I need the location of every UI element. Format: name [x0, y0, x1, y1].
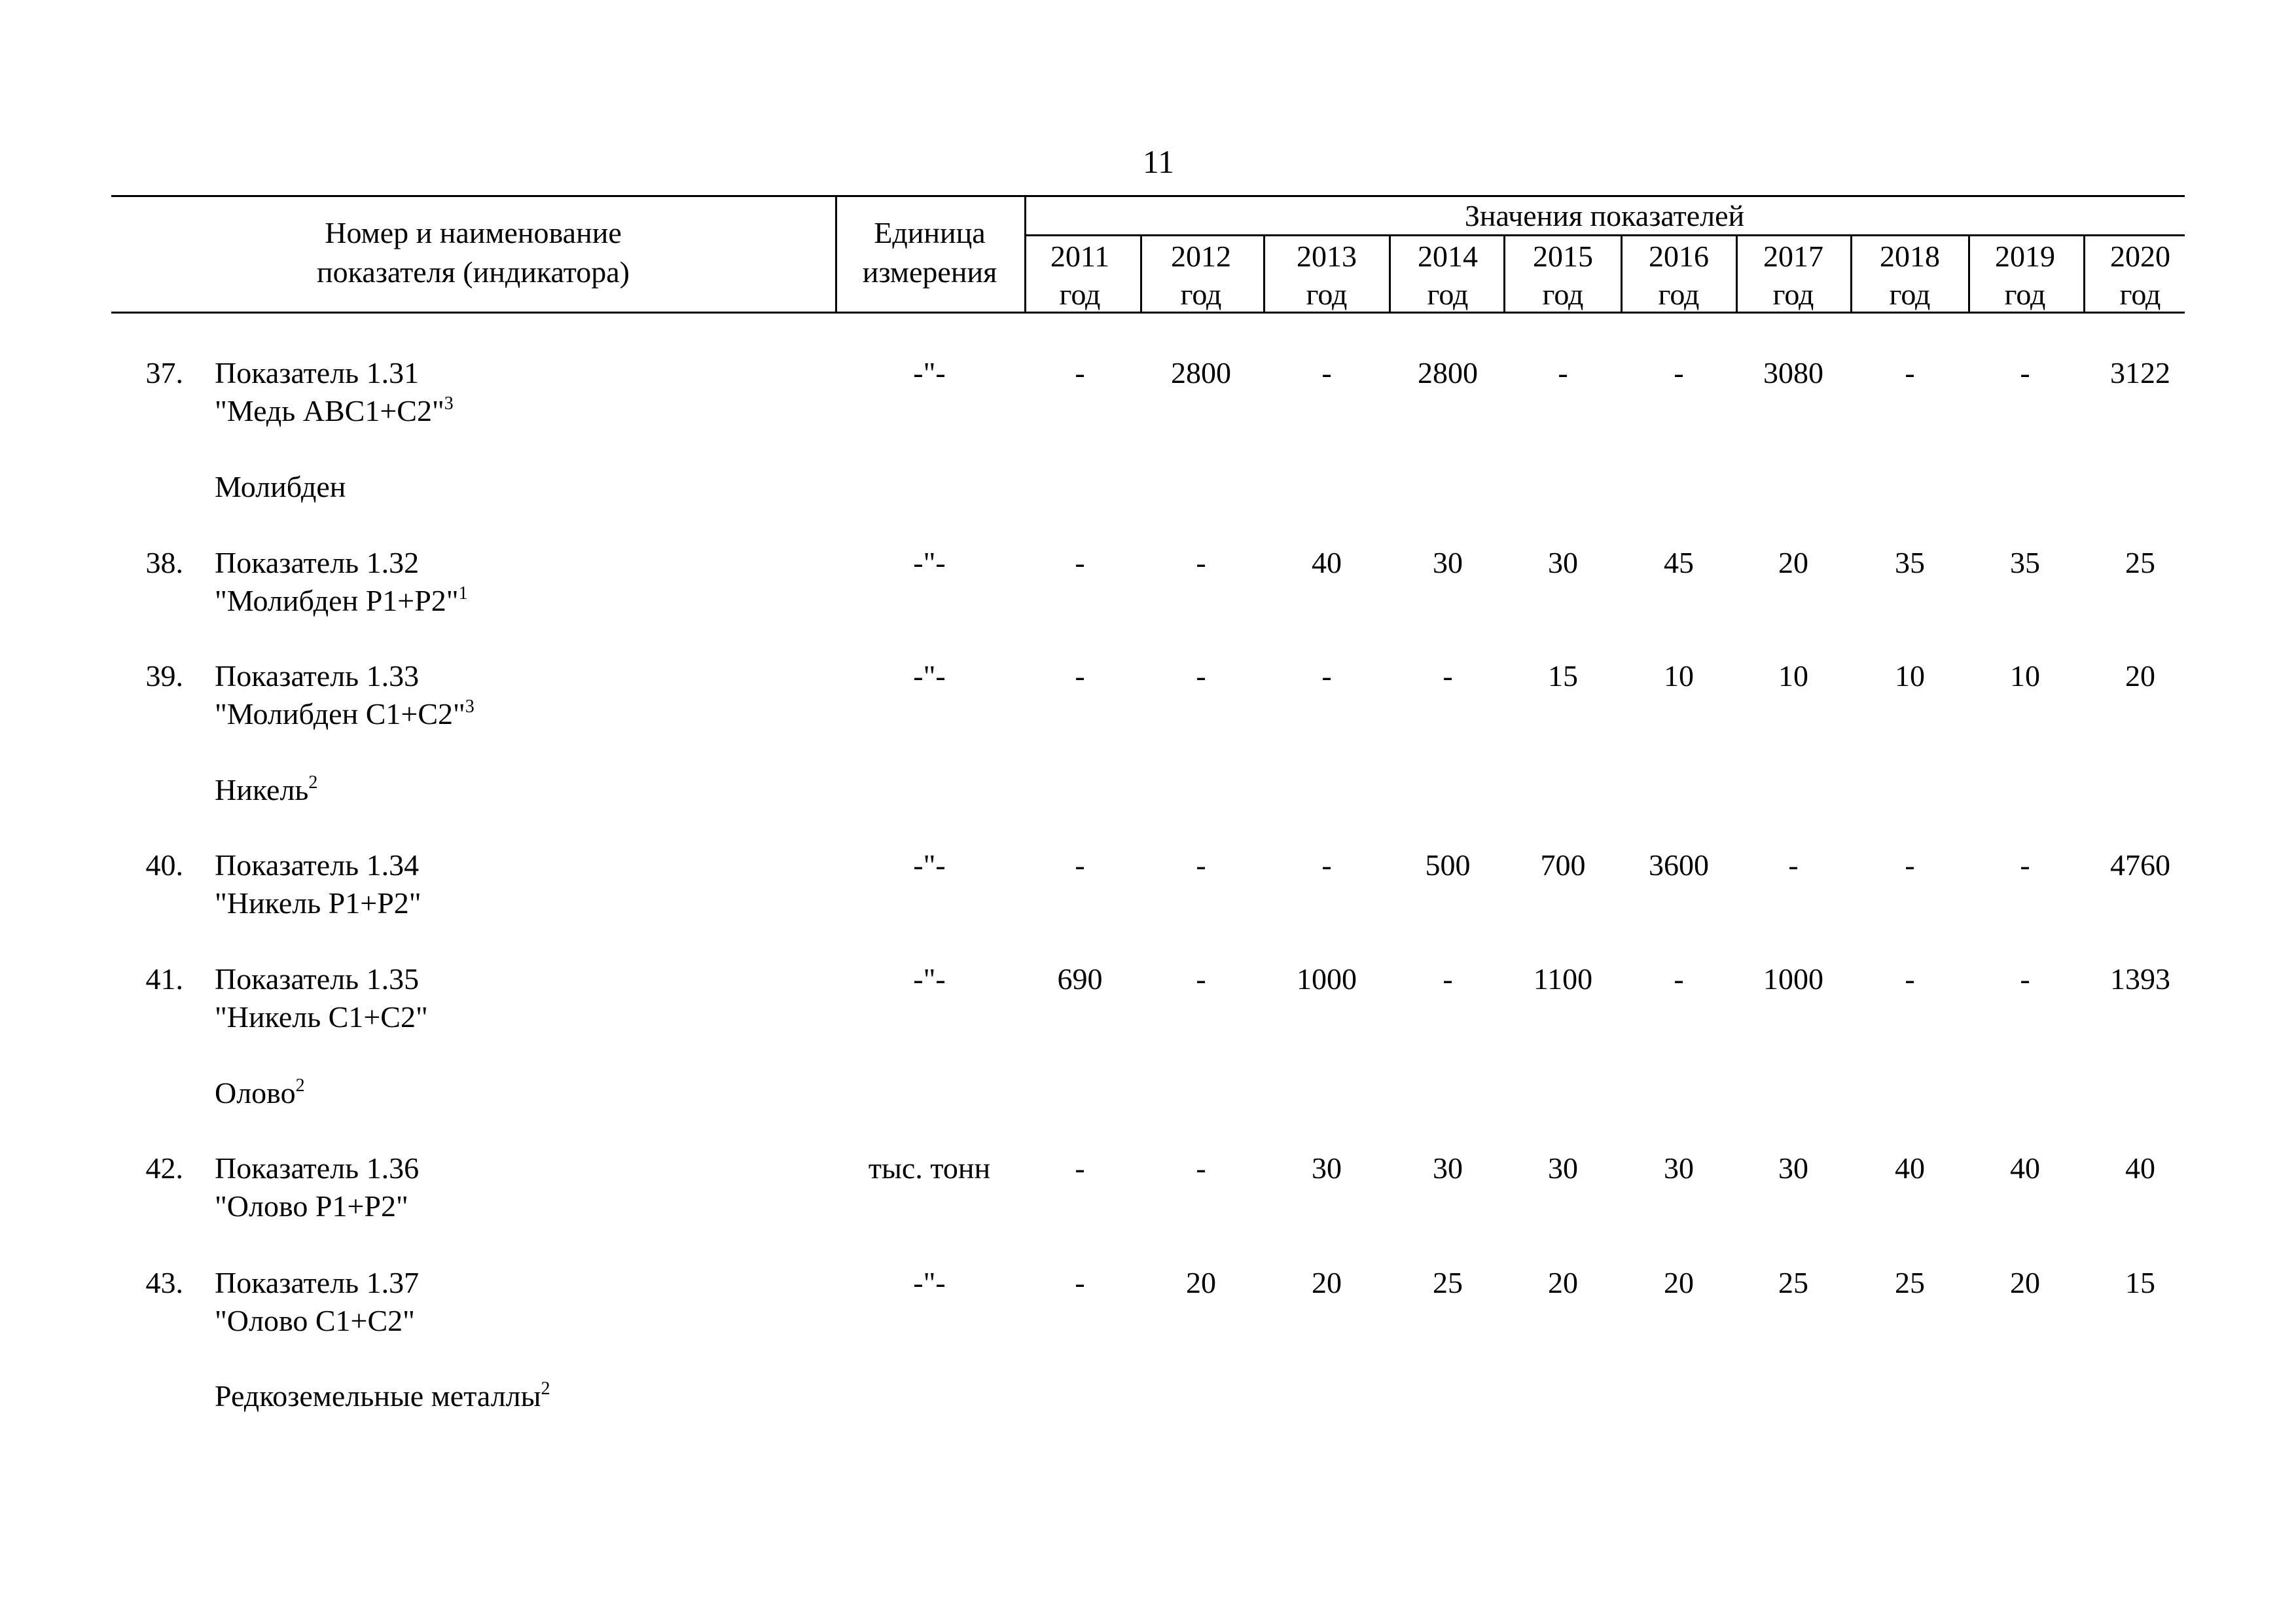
- value-cell-2012: 2800: [1171, 356, 1231, 389]
- row-number: 39.: [145, 659, 183, 693]
- section-heading-tin: Олово$^2$: [215, 1075, 305, 1110]
- indicator-name: Показатель 1.33: [215, 659, 420, 693]
- unit-cell: -"-: [913, 356, 946, 389]
- header-unit-line2: измерения: [862, 255, 997, 289]
- year-header-suffix: год: [1059, 278, 1101, 311]
- value-cell-2017: 30: [1778, 1151, 1808, 1185]
- value-cell-2016: 30: [1664, 1151, 1694, 1185]
- value-cell-2015: 20: [1548, 1266, 1578, 1299]
- value-cell-2015: 700: [1540, 848, 1586, 882]
- value-cell-2013: -: [1321, 659, 1332, 693]
- unit-cell: -"-: [913, 659, 946, 693]
- value-cell-2017: 25: [1778, 1266, 1808, 1299]
- value-cell-2019: -: [2020, 848, 2030, 882]
- value-cell-2015: -: [1558, 356, 1568, 389]
- year-header-suffix: год: [2004, 278, 2046, 311]
- footnote-marker: 3: [444, 393, 454, 414]
- value-cell-2014: 30: [1433, 1151, 1463, 1185]
- year-header: 2018: [1880, 240, 1940, 273]
- page-number: 11: [1142, 143, 1175, 180]
- row-number: 41.: [145, 962, 183, 996]
- value-cell-2014: -: [1443, 962, 1453, 996]
- value-cell-2020: 15: [2125, 1266, 2155, 1299]
- year-header: 2019: [1995, 240, 2055, 273]
- value-cell-2017: 10: [1778, 659, 1808, 693]
- value-cell-2020: 25: [2125, 546, 2155, 579]
- value-cell-2018: -: [1905, 962, 1915, 996]
- value-cell-2019: 10: [2010, 659, 2040, 693]
- indicator-name: Показатель 1.34: [215, 848, 420, 882]
- unit-cell: -"-: [913, 1266, 946, 1299]
- footnote-marker: 1: [458, 583, 468, 604]
- value-cell-2012: -: [1196, 1151, 1206, 1185]
- value-cell-2014: -: [1443, 659, 1453, 693]
- section-heading-rare-earth: Редкоземельные металлы$^2$: [215, 1379, 550, 1413]
- value-cell-2020: 3122: [2110, 356, 2170, 389]
- value-cell-2014: 30: [1433, 546, 1463, 579]
- indicator-name: Показатель 1.32: [215, 546, 420, 579]
- unit-cell: тыс. тонн: [868, 1151, 991, 1185]
- value-cell-2019: 35: [2010, 546, 2040, 579]
- indicator-subtitle: "Никель Р1+Р2": [215, 886, 422, 920]
- section-heading-nickel: Никель$^2$: [215, 772, 318, 806]
- value-cell-2016: 10: [1664, 659, 1694, 693]
- value-cell-2011: -: [1075, 546, 1085, 579]
- value-cell-2017: 1000: [1763, 962, 1823, 996]
- value-cell-2019: 40: [2010, 1151, 2040, 1185]
- indicator-subtitle: "Никель С1+С2": [215, 1000, 428, 1034]
- unit-cell: -"-: [913, 546, 946, 579]
- value-cell-2015: 15: [1548, 659, 1578, 693]
- value-cell-2015: 30: [1548, 546, 1578, 579]
- value-cell-2013: -: [1321, 356, 1332, 389]
- value-cell-2011: 690: [1057, 962, 1103, 996]
- year-header: 2020: [2110, 240, 2170, 273]
- value-cell-2012: -: [1196, 659, 1206, 693]
- indicator-subtitle: "Олово С1+С2": [215, 1304, 415, 1337]
- value-cell-2013: 1000: [1297, 962, 1357, 996]
- row-number: 42.: [145, 1151, 183, 1185]
- footnote-marker: 3: [465, 696, 475, 717]
- value-cell-2012: -: [1196, 962, 1206, 996]
- value-cell-2018: 25: [1895, 1266, 1925, 1299]
- year-header: 2016: [1649, 240, 1709, 273]
- year-header: 2017: [1763, 240, 1823, 273]
- value-cell-2011: -: [1075, 1151, 1085, 1185]
- value-cell-2015: 30: [1548, 1151, 1578, 1185]
- year-header-suffix: год: [1180, 278, 1222, 311]
- header-indicator-line1: Номер и наименование: [325, 216, 622, 249]
- value-cell-2017: -: [1788, 848, 1799, 882]
- value-cell-2013: 30: [1312, 1151, 1342, 1185]
- value-cell-2020: 40: [2125, 1151, 2155, 1185]
- year-header: 2013: [1297, 240, 1357, 273]
- value-cell-2012: 20: [1186, 1266, 1216, 1299]
- row-number: 40.: [145, 848, 183, 882]
- header-indicator-line2: показателя (индикатора): [317, 255, 630, 289]
- value-cell-2019: -: [2020, 356, 2030, 389]
- value-cell-2018: 10: [1895, 659, 1925, 693]
- section-heading-molybdenum: Молибден: [215, 470, 346, 503]
- footnote-marker: 2: [308, 772, 318, 793]
- value-cell-2020: 20: [2125, 659, 2155, 693]
- year-header: 2014: [1418, 240, 1478, 273]
- year-header-suffix: год: [2119, 278, 2161, 311]
- value-cell-2011: -: [1075, 356, 1085, 389]
- value-cell-2018: 35: [1895, 546, 1925, 579]
- value-cell-2013: 20: [1312, 1266, 1342, 1299]
- year-header: 2015: [1533, 240, 1593, 273]
- value-cell-2016: 20: [1664, 1266, 1694, 1299]
- value-cell-2016: -: [1674, 962, 1684, 996]
- year-header-suffix: год: [1427, 278, 1469, 311]
- indicator-name: Показатель 1.31: [215, 356, 420, 389]
- value-cell-2019: 20: [2010, 1266, 2040, 1299]
- value-cell-2011: -: [1075, 659, 1085, 693]
- footnote-marker: 2: [295, 1075, 305, 1096]
- year-header: 2011: [1050, 240, 1110, 273]
- header-unit: [835, 213, 1024, 292]
- value-cell-2014: 25: [1433, 1266, 1463, 1299]
- unit-cell: -"-: [913, 962, 946, 996]
- footnote-marker: 2: [541, 1379, 550, 1399]
- year-header-suffix: год: [1772, 278, 1814, 311]
- row-number: 38.: [145, 546, 183, 579]
- value-cell-2020: 4760: [2110, 848, 2170, 882]
- indicator-subtitle: "Молибден Р1+Р2"$^1$: [215, 583, 468, 617]
- value-cell-2013: 40: [1312, 546, 1342, 579]
- row-number: 37.: [145, 356, 183, 389]
- indicator-subtitle: "Олово Р1+Р2": [215, 1189, 408, 1223]
- year-header: 2012: [1171, 240, 1231, 273]
- value-cell-2016: 45: [1664, 546, 1694, 579]
- value-cell-2016: 3600: [1649, 848, 1709, 882]
- year-header-suffix: год: [1658, 278, 1700, 311]
- header-values: Значения показателей: [1464, 199, 1745, 232]
- header-unit-line1: Единица: [874, 216, 986, 249]
- year-header-suffix: год: [1306, 278, 1348, 311]
- value-cell-2018: -: [1905, 848, 1915, 882]
- value-cell-2011: -: [1075, 1266, 1085, 1299]
- value-cell-2018: -: [1905, 356, 1915, 389]
- header-indicator: [111, 213, 835, 292]
- value-cell-2014: 500: [1425, 848, 1471, 882]
- indicator-name: Показатель 1.36: [215, 1151, 420, 1185]
- value-cell-2017: 3080: [1763, 356, 1823, 389]
- value-cell-2015: 1100: [1533, 962, 1593, 996]
- unit-cell: -"-: [913, 848, 946, 882]
- indicator-name: Показатель 1.37: [215, 1266, 420, 1299]
- value-cell-2019: -: [2020, 962, 2030, 996]
- year-header-suffix: год: [1889, 278, 1931, 311]
- value-cell-2018: 40: [1895, 1151, 1925, 1185]
- value-cell-2012: -: [1196, 848, 1206, 882]
- row-number: 43.: [145, 1266, 183, 1299]
- value-cell-2014: 2800: [1418, 356, 1478, 389]
- value-cell-2020: 1393: [2110, 962, 2170, 996]
- indicator-subtitle: "Медь АВС1+С2"$^3$: [215, 393, 454, 427]
- value-cell-2016: -: [1674, 356, 1684, 389]
- year-column-divider: [1263, 234, 1265, 313]
- value-cell-2011: -: [1075, 848, 1085, 882]
- value-cell-2012: -: [1196, 546, 1206, 579]
- value-cell-2013: -: [1321, 848, 1332, 882]
- value-cell-2017: 20: [1778, 546, 1808, 579]
- year-header-suffix: год: [1542, 278, 1584, 311]
- indicator-subtitle: "Молибден С1+С2"$^3$: [215, 696, 475, 731]
- indicator-name: Показатель 1.35: [215, 962, 420, 996]
